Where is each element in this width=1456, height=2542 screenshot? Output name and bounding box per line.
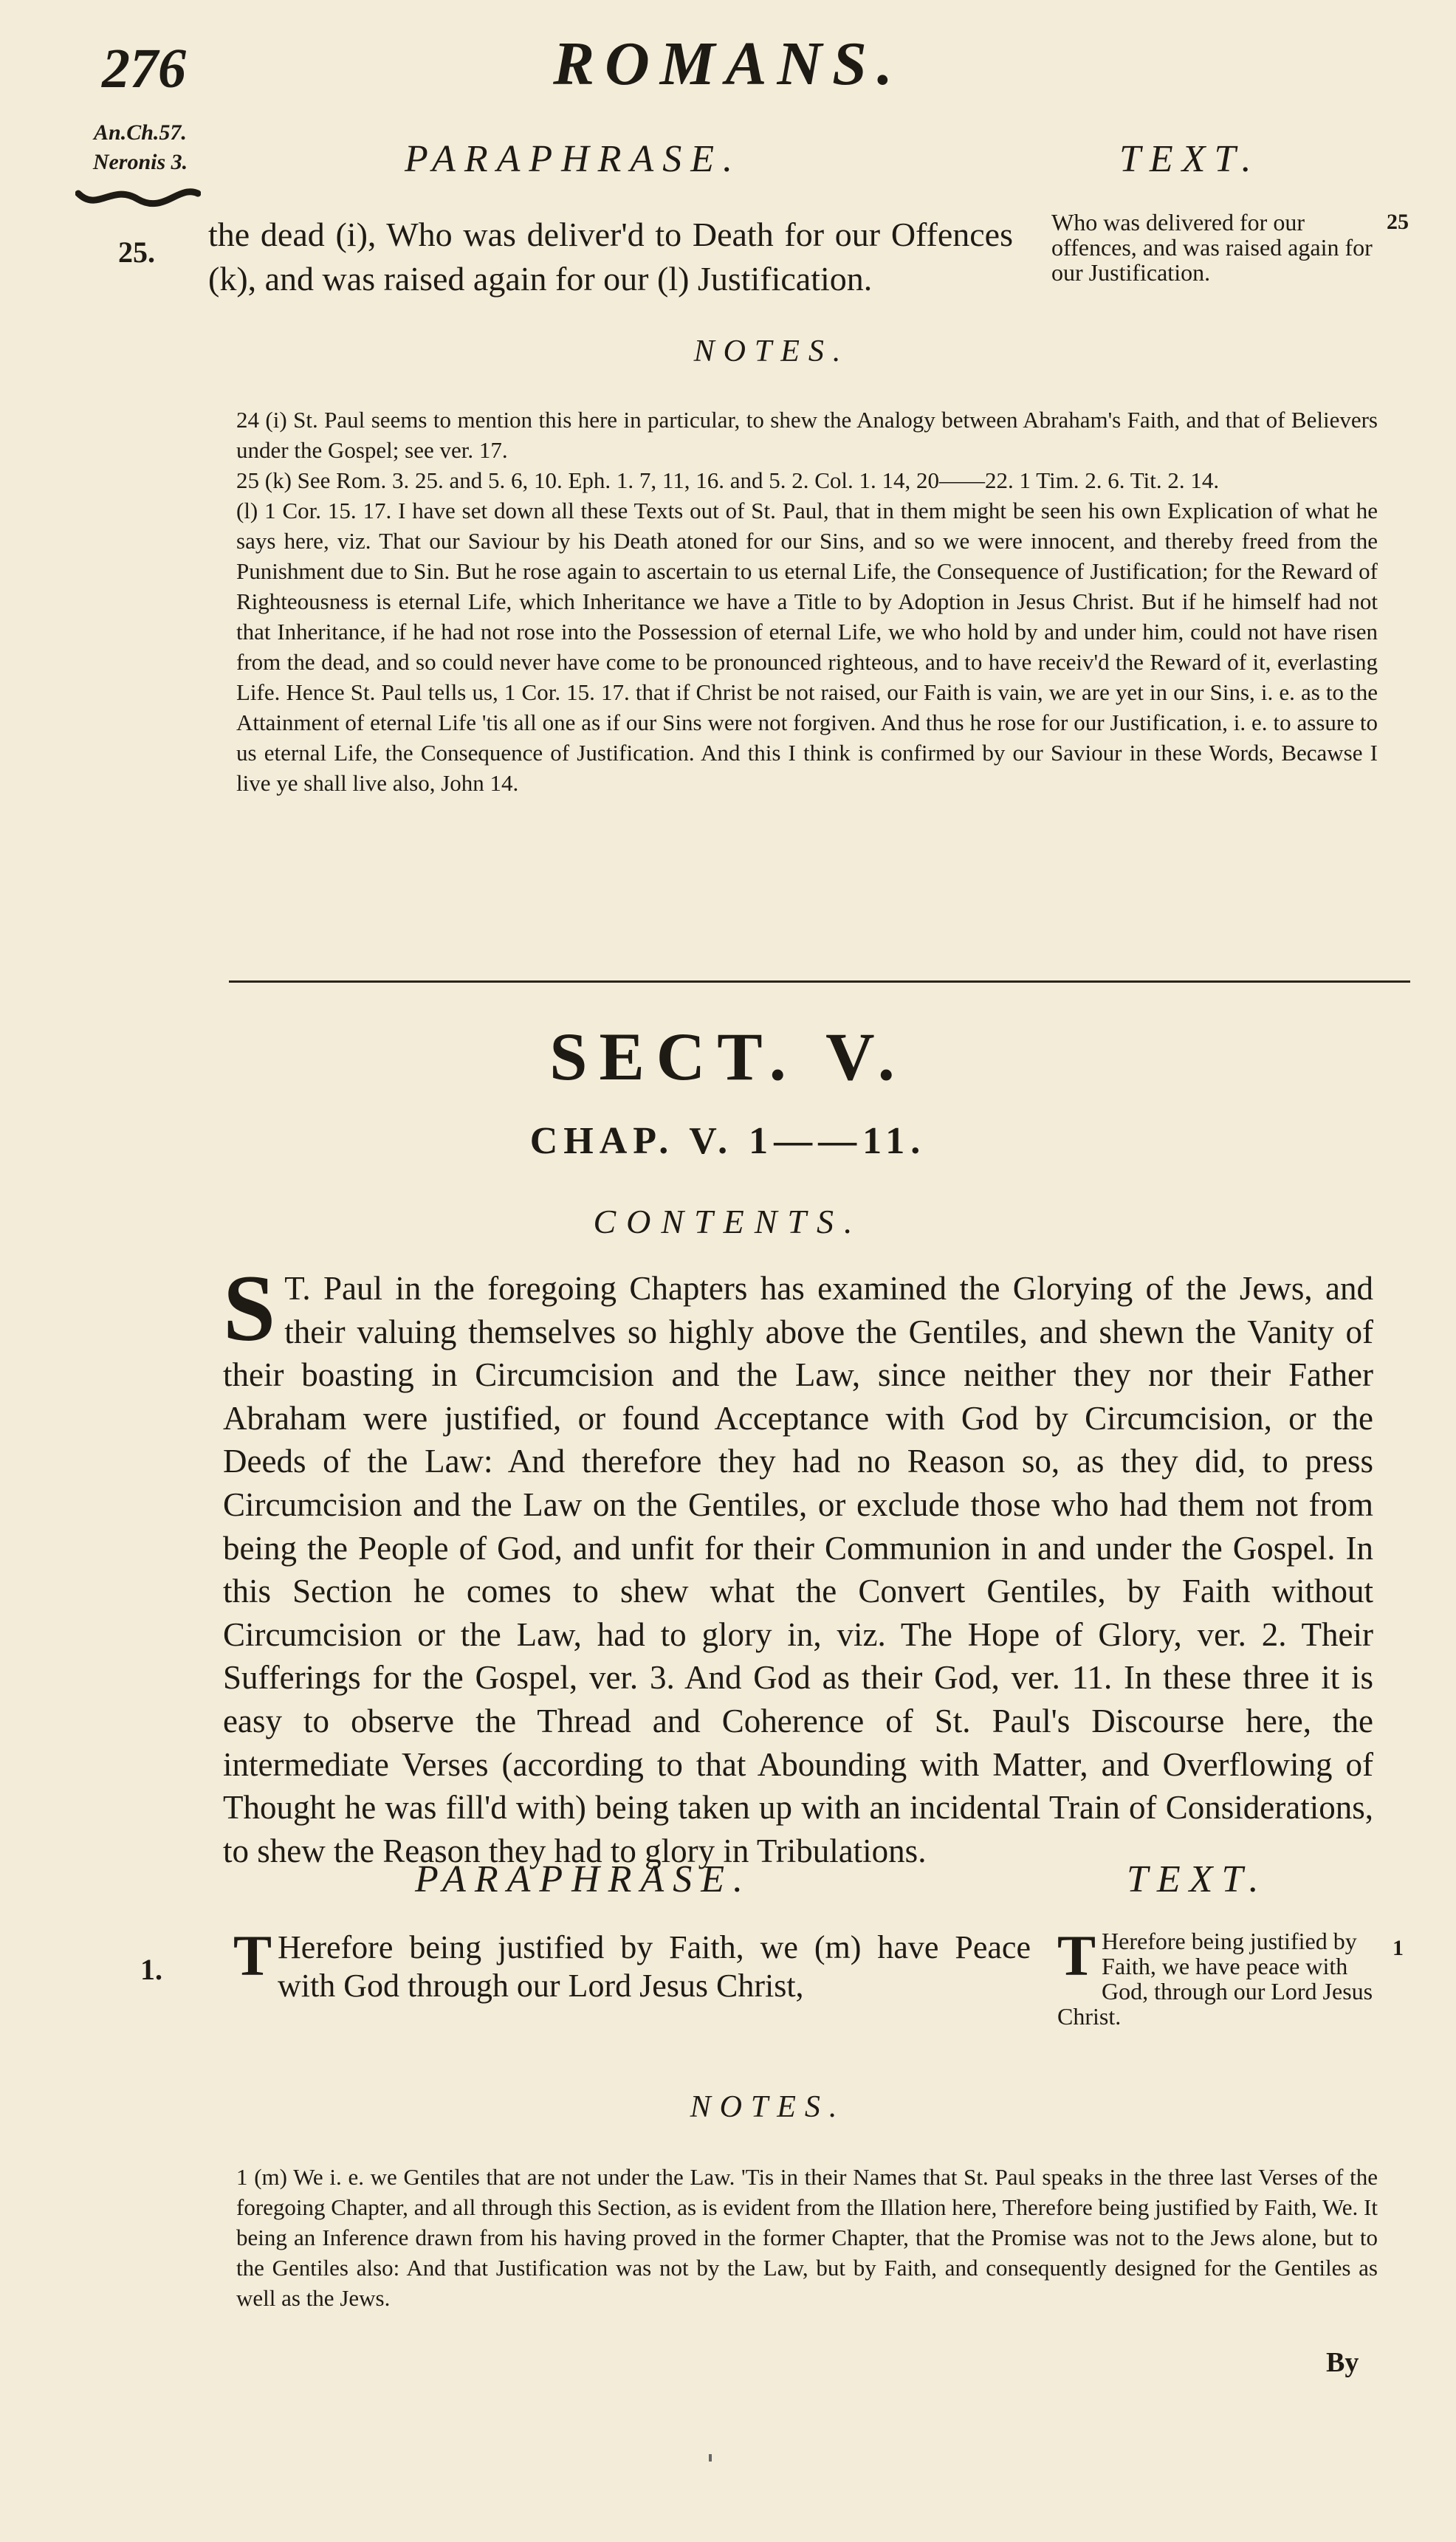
paraphrase-body-2: Herefore being justified by Faith, we (m) have Peace with God through our Lord Jesus Christ,	[278, 1929, 1031, 2004]
paper-speck	[709, 2454, 712, 2462]
note-25k: 25 (k) See Rom. 3. 25. and 5. 6, 10. Eph. 1. 7, 11, 16. and 5. 2. Col. 1. 14, 20——22. 1 Tim. 2. 6. Tit. 2. 14.	[236, 467, 1220, 493]
contents-heading: CONTENTS.	[593, 1203, 863, 1240]
drop-cap-text: T	[1057, 1923, 1096, 1988]
paraphrase-heading-2: PARAPHRASE.	[415, 1858, 752, 1900]
scripture-text: Who was delivered for our offences, and was raised again for our Justification.	[1051, 209, 1373, 286]
margin-date-line2: Neronis 3.	[92, 150, 188, 174]
notes-block-2	[236, 2162, 1378, 2313]
verse-number-right: 25	[1387, 210, 1409, 234]
section-divider	[229, 980, 1410, 983]
text-heading: TEXT.	[1119, 138, 1260, 180]
drop-cap: S	[223, 1256, 276, 1361]
verse-number-right-2: 1	[1393, 1936, 1404, 1960]
note-1m: 1 (m) We i. e. we Gentiles that are not under the Law. 'Tis in their Names that St. Paul speaks in the three last Verses of the foregoing Chapter, and all through this Section, as is evident from the Illation here, Therefore being justified by Faith, We. It being an Inference drawn from his having proved in the former Chapter, that the Promise was not to the Jews alone, but to the Gentiles also: And that Justification was not by the Law, but by Faith, and consequently designed for the Gentiles as well as the Jews.	[236, 2164, 1378, 2311]
text-heading-2: TEXT.	[1127, 1858, 1268, 1900]
paraphrase-text: the dead (i), Who was deliver'd to Death for our Offences (k), and was raised again for our (l) Justification.	[208, 216, 1013, 298]
contents-body: T. Paul in the foregoing Chapters has examined the Glorying of the Jews, and their valuing themselves so highly above the Gentiles, and shewn the Vanity of their boasting in Circumcision and the Law, since neither they nor their Father Abraham were justified, or found Acceptance with God by Circumcision, or the Deeds of the Law: And therefore they had no Reason so, as they did, to press Circumcision and the Law on the Gentiles, or exclude those who had them not from being the People of God, and unfit for their Communion in and under the Gospel. In this Section he comes to shew what the Convert Gentiles, by Faith without Circumcision or the Law, had to glory in, viz. The Hope of Glory, ver. 2. Their Sufferings for the Gospel, ver. 3. And God as their God, ver. 11. In these three it is easy to observe the Thread and Coherence of St. Paul's Discourse here, the intermediate Verses (according to that Abounding with Matter, and Overflowing of Thought he was fill'd with) being taken up with an incidental Train of Considerations, to shew the Reason they had to glory in Tribulations.	[223, 1270, 1373, 1869]
scripture-text-2	[1057, 1923, 1382, 2030]
paraphrase-heading: PARAPHRASE.	[405, 138, 741, 180]
page-number: 276	[102, 38, 186, 100]
note-25l: (l) 1 Cor. 15. 17. I have set down all these Texts out of St. Paul, that in them might be seen his own Explication of what he says here, viz. That our Saviour by his Death atoned for our Sins, and so we were innocent, and thereby freed from the Punishment due to Sin. But he rose again to ascertain to us eternal Life, the Consequence of Justification; for the Reward of Righteousness is eternal Life, which Inheritance we have a Title to by Adoption in Jesus Christ. But if he himself had not that Inheritance, if he had not rose into the Possession of eternal Life, we who hold by and under him, could not have risen from the dead, and so could never have come to be pronounced righteous, and to have receiv'd the Reward of it, everlasting Life. Hence St. Paul tells us, 1 Cor. 15. 17. that if Christ be not raised, our Faith is vain, we are yet in our Sins, i. e. as to the Attainment of eternal Life 'tis all one as if our Sins were not forgiven. And thus he rose for our Justification, i. e. to assure to us eternal Life, the Consequence of Justification. And this I think is confirmed by our Saviour in these Words, Becawse I live ye shall live also, John 14.	[236, 498, 1378, 796]
notes-block	[236, 405, 1378, 798]
verse-number-left-2: 1.	[140, 1953, 162, 1986]
drop-cap-paraphrase: T	[233, 1923, 272, 1988]
margin-date	[74, 118, 207, 177]
notes-heading-2: NOTES.	[690, 2090, 846, 2124]
note-24i: 24 (i) St. Paul seems to mention this here in particular, to shew the Analogy between Abraham's Faith, and that of Believers under the Gospel; see ver. 17.	[236, 407, 1378, 463]
section-title: SECT. V.	[549, 1019, 907, 1094]
ornament-swash	[75, 183, 201, 213]
notes-heading: NOTES.	[693, 334, 850, 368]
margin-date-line1: An.Ch.57.	[94, 120, 187, 145]
catchword: By	[1326, 2347, 1359, 2378]
scripture-body-2: Herefore being justified by Faith, we have peace with God, through our Lord Jesus Christ.	[1057, 1928, 1373, 2030]
verse-number-left: 25.	[118, 236, 155, 269]
chapter-title: CHAP. V. 1——11.	[529, 1120, 927, 1162]
contents-text	[223, 1256, 1373, 1872]
running-title: ROMANS.	[553, 30, 903, 98]
paraphrase-text-2	[233, 1923, 1031, 2005]
